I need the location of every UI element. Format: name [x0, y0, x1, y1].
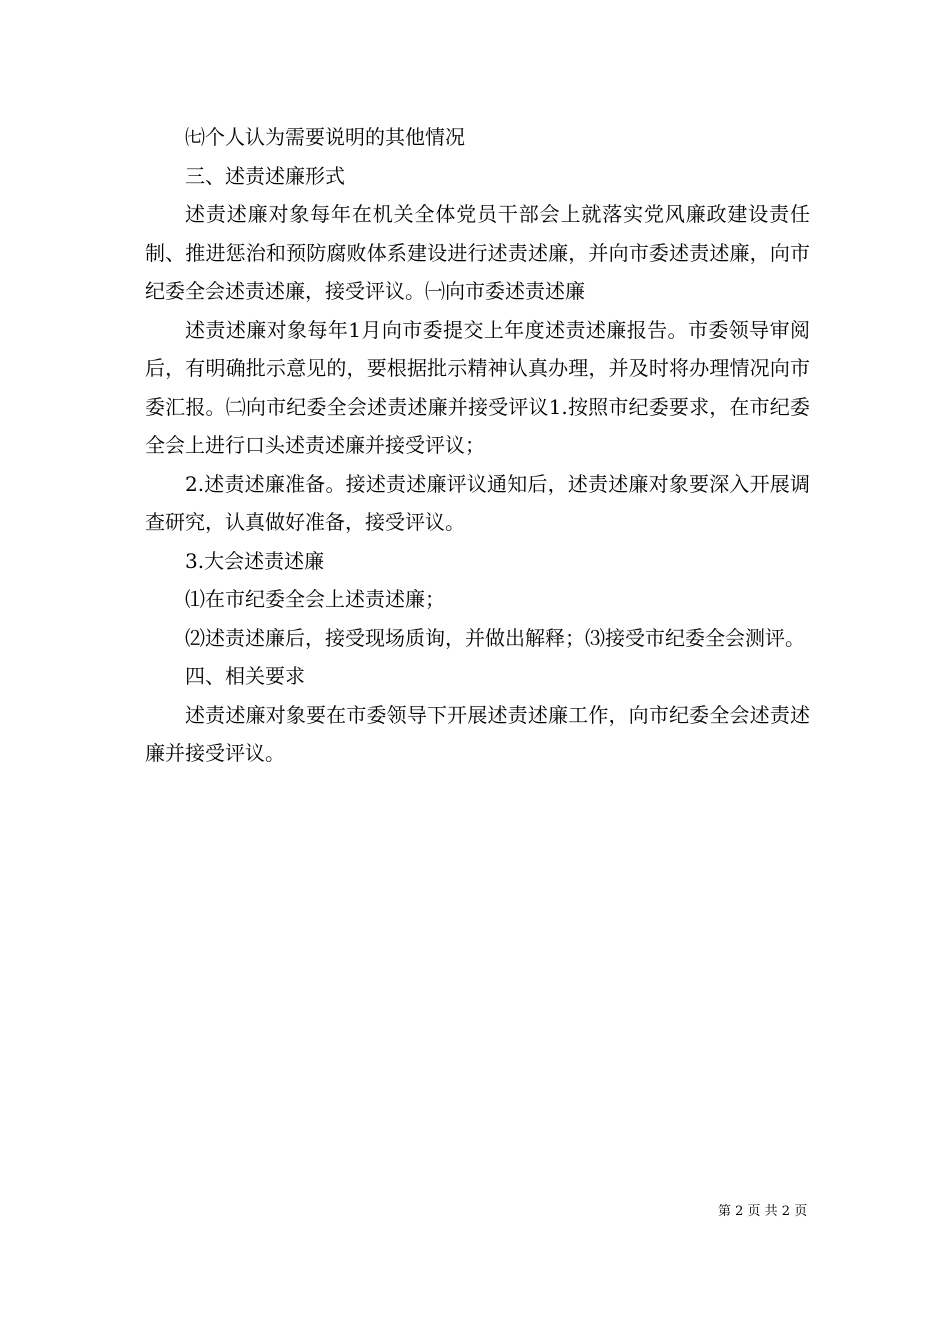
paragraph-report-to-committee: 述责述廉对象每年1月向市委提交上年度述责述廉报告。市委领导审阅后，有明确批示意见的，要根据批示精神认真办理，并及时将办理情况向市委汇报。㈡向市纪委全会述责述廉并接受评议1.按照市纪委要求，在市纪委全会上进行口头述责述廉并接受评议；: [145, 317, 810, 457]
page-number-footer: 第 2 页 共 2 页: [718, 1204, 808, 1219]
paragraph-conference: 3.大会述责述廉: [185, 548, 325, 573]
paragraph-preparation: 2.述责述廉准备。接述责述廉评议通知后，述责述廉对象要深入开展调查研究，认真做好准备，接受评议。: [145, 471, 810, 534]
section-heading-format: 三、述责述廉形式: [185, 163, 345, 188]
document-body: [145, 118, 810, 773]
section-heading-requirements: 四、相关要求: [185, 664, 305, 688]
paragraph-requirements: 述责述廉对象要在市委领导下开展述责述廉工作，向市纪委全会述责述廉并接受评议。: [145, 702, 810, 765]
paragraph-sub-2-3: ⑵述责述廉后，接受现场质询，并做出解释；⑶接受市纪委全会测评。: [185, 625, 805, 650]
paragraph-item-7: ㈦个人认为需要说明的其他情况: [185, 125, 465, 149]
paragraph-format-intro: 述责述廉对象每年在机关全体党员干部会上就落实党风廉政建设责任制、推进惩治和预防腐败体系建设进行述责述廉，并向市委述责述廉，向市纪委全会述责述廉，接受评议。㈠向市委述责述廉: [145, 202, 810, 303]
paragraph-sub-1: ⑴在市纪委全会上述责述廉；: [185, 587, 445, 611]
